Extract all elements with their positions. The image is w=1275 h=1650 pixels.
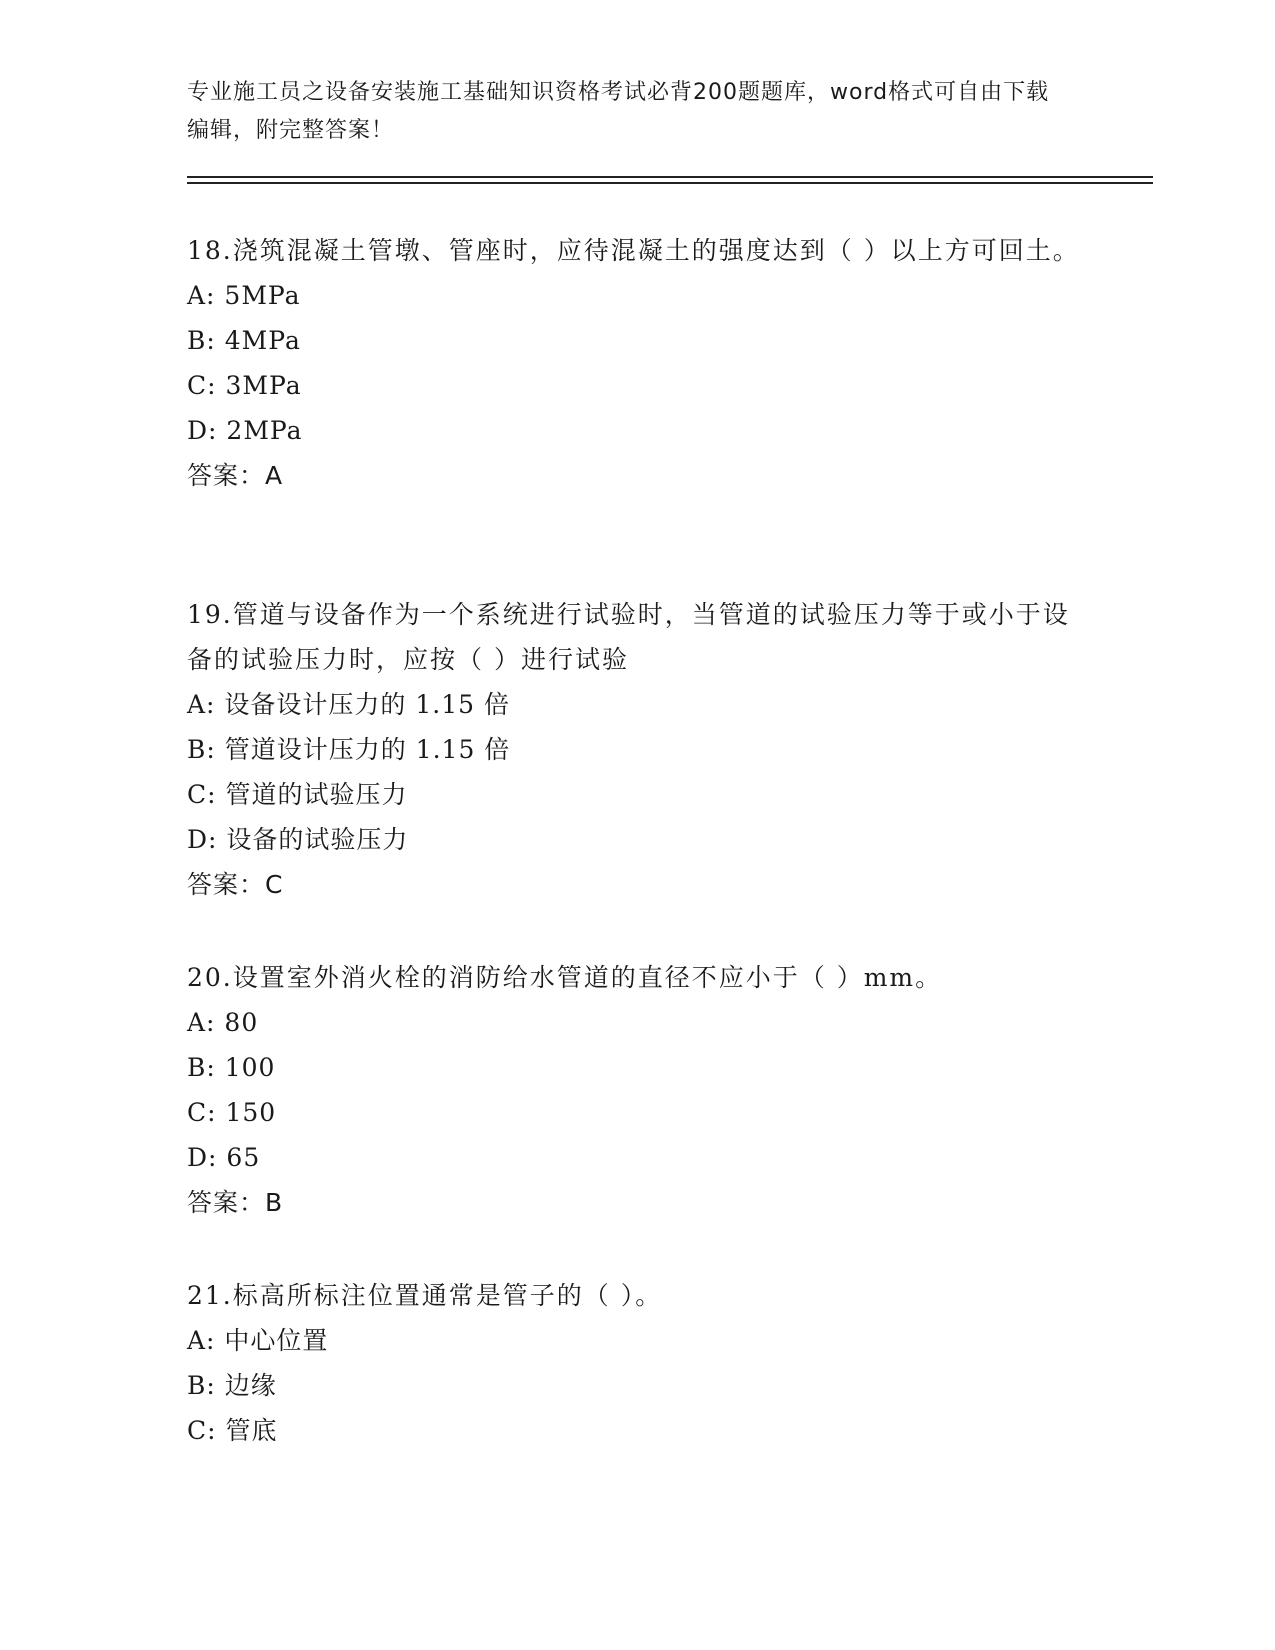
option-d: D: 2MPa <box>187 416 303 445</box>
option-b: B: 100 <box>187 1053 276 1082</box>
question-text: 21.标高所标注位置通常是管子的（ ）。 <box>187 1281 663 1310</box>
option-a: A: 中心位置 <box>187 1326 329 1355</box>
question-18 <box>187 228 1087 498</box>
option-c: C: 3MPa <box>187 371 302 400</box>
option-b: B: 边缘 <box>187 1371 277 1400</box>
question-text: 20.设置室外消火栓的消防给水管道的直径不应小于（ ）mm。 <box>187 963 943 992</box>
question-21 <box>187 1273 1087 1453</box>
option-c: C: 管底 <box>187 1416 278 1445</box>
option-d: D: 设备的试验压力 <box>187 825 409 854</box>
question-text: 19.管道与设备作为一个系统进行试验时，当管道的试验压力等于或小于设备的试验压力时，应按（ ）进行试验 <box>187 600 1070 674</box>
header-divider-top <box>187 176 1153 178</box>
answer: 答案：A <box>187 461 284 490</box>
option-a: A: 5MPa <box>187 281 301 310</box>
option-b: B: 4MPa <box>187 326 301 355</box>
option-c: C: 管道的试验压力 <box>187 780 408 809</box>
question-20 <box>187 955 1087 1225</box>
option-c: C: 150 <box>187 1098 277 1127</box>
option-d: D: 65 <box>187 1143 261 1172</box>
answer: 答案：C <box>187 870 284 899</box>
question-19 <box>187 592 1087 907</box>
answer: 答案：B <box>187 1188 284 1217</box>
option-a: A: 80 <box>187 1008 259 1037</box>
question-text: 18.浇筑混凝土管墩、管座时，应待混凝土的强度达到（ ）以上方可回土。 <box>187 236 1080 265</box>
option-b: B: 管道设计压力的 1.15 倍 <box>187 735 511 764</box>
header-divider-bottom <box>187 182 1153 184</box>
document-header: 专业施工员之设备安装施工基础知识资格考试必背200题题库，word格式可自由下载编辑，附完整答案！ <box>187 80 1050 143</box>
option-a: A: 设备设计压力的 1.15 倍 <box>187 690 510 719</box>
